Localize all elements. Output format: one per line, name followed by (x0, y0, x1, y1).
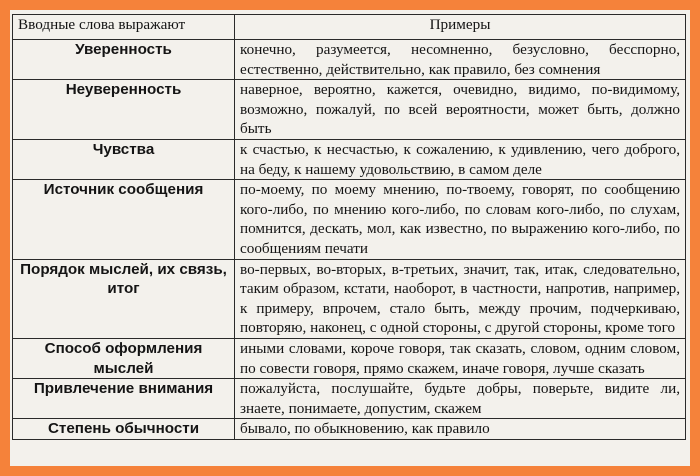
examples-cell: конечно, разумеется, несомненно, безусловно, бесспорно, естественно, действительно, как правило, без сомнения (235, 40, 686, 80)
examples-cell: наверное, вероятно, кажется, очевидно, видимо, по-видимому, возможно, пожалуй, по всей вероятности, может быть, должно быть (235, 80, 686, 140)
page-sheet (10, 10, 690, 466)
introductory-words-table (12, 14, 686, 440)
table-row (13, 419, 686, 440)
examples-cell: к счастью, к несчастью, к сожалению, к удивлению, чего доброго, на беду, к нашему удовольствию, в самом деле (235, 139, 686, 179)
category-cell: Порядок мыслей, их связь, итог (13, 259, 235, 338)
category-cell: Уверенность (13, 40, 235, 80)
table-row (13, 338, 686, 378)
category-cell: Чувства (13, 139, 235, 179)
column-header-expresses: Вводные слова выражают (13, 15, 235, 40)
column-header-examples: Примеры (235, 15, 686, 40)
table-header-row (13, 15, 686, 40)
table-row (13, 259, 686, 338)
table-row (13, 139, 686, 179)
table-row (13, 80, 686, 140)
examples-cell: по-моему, по моему мнению, по-твоему, говорят, по сообщению кого-либо, по мнению кого-либо, по словам кого-либо, по слухам, помнится, дескать, мол, как известно, по выражению кого-либо, по сообщениям печати (235, 180, 686, 259)
category-cell: Привлечение внимания (13, 379, 235, 419)
category-cell: Степень обычности (13, 419, 235, 440)
examples-cell: во-первых, во-вторых, в-третьих, значит, так, итак, следовательно, таким образом, кстати, наоборот, в частности, напротив, например, к примеру, впрочем, стало быть, между прочим, подчеркиваю, повторяю, наконец, с одной стороны, с другой стороны, кроме того (235, 259, 686, 338)
table-row (13, 40, 686, 80)
category-cell: Способ оформления мыслей (13, 338, 235, 378)
table-row (13, 180, 686, 259)
category-cell: Источник сообщения (13, 180, 235, 259)
examples-cell: пожалуйста, послушайте, будьте добры, поверьте, видите ли, знаете, понимаете, допустим, скажем (235, 379, 686, 419)
examples-cell: иными словами, короче говоря, так сказать, словом, одним словом, по совести говоря, прямо скажем, иначе говоря, лучше сказать (235, 338, 686, 378)
examples-cell: бывало, по обыкновению, как правило (235, 419, 686, 440)
table-row (13, 379, 686, 419)
category-cell: Неуверенность (13, 80, 235, 140)
